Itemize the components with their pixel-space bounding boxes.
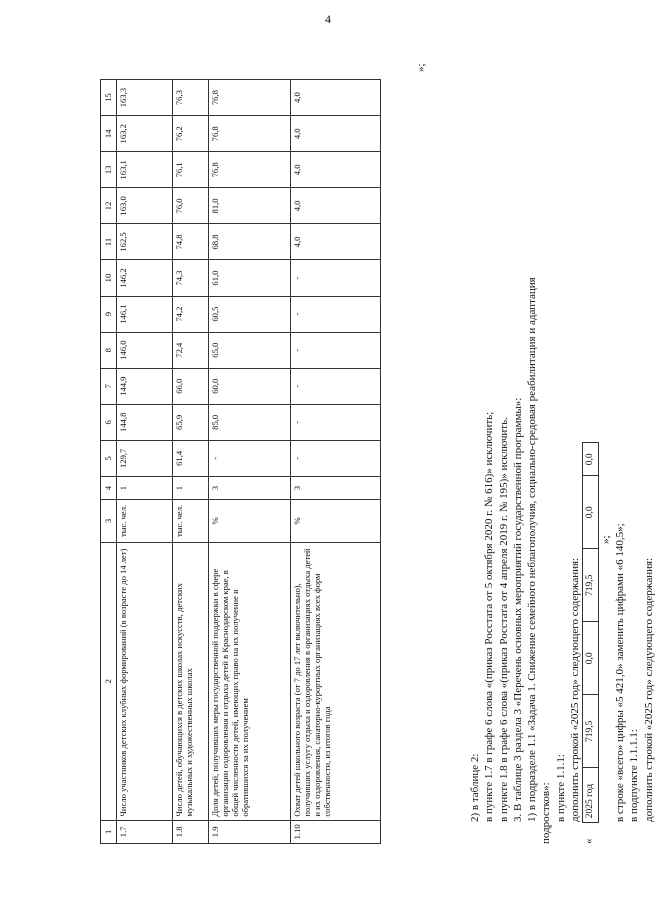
value-cell: 144,9 [117,368,173,404]
text-line: в пункте 1.7 в графе 6 слова «(приказ Росстата от 5 октября 2020 г. № 616)» исключить; [483,411,496,822]
ins-cell: 719,5 [583,695,598,768]
value-cell: 74,2 [173,296,209,332]
value-cell: 129,7 [117,440,173,476]
open-quote: « [583,838,596,844]
value-cell: - [291,368,381,404]
value-cell: 4,0 [291,152,381,188]
table-header-row [101,80,117,844]
ins-cell: 0,0 [583,622,598,695]
ins-cell: 2025 год [583,768,598,823]
row-number: 1.9 [209,820,291,843]
value-cell: 76,8 [209,152,291,188]
value-cell: 4,0 [291,188,381,224]
value-cell: 3 [291,476,381,499]
value-cell: 76,3 [173,80,209,116]
ins-cell: 0,0 [583,443,598,476]
text-line: в строке «всего» цифры «5 421,0» заменить цифрами «6 140,5»; [613,523,626,822]
value-cell: 72,4 [173,332,209,368]
text-line: 3. В таблице 3 раздела 3 «Перечень основных мероприятий государственной программы»: [511,397,524,822]
ins-cell: 0,0 [583,476,598,549]
value-cell: 81,0 [209,188,291,224]
header-cell: 12 [101,188,117,224]
value-cell: 1 [117,476,173,499]
text-line: 2) в таблице 2: [469,753,481,822]
value-cell: - [291,260,381,296]
value-cell: 68,8 [209,224,291,260]
value-cell: 66,0 [173,368,209,404]
value-cell: 146,0 [117,332,173,368]
value-cell: - [291,440,381,476]
header-cell: 15 [101,80,117,116]
header-cell: 9 [101,296,117,332]
table-row [583,443,598,823]
page-number: 4 [325,12,331,26]
value-cell: 4,0 [291,80,381,116]
amendment-text [468,44,656,844]
header-cell: 1 [101,820,117,843]
indicator-name: Число участников детских клубных формирований (в возрасте до 14 лет) [117,542,173,820]
value-cell: 65,0 [209,332,291,368]
value-cell: - [209,440,291,476]
text-line: в пункте 1.8 в графе 6 слова «(приказ Росстата от 4 апреля 2019 г. № 195)» исключить. [497,417,510,822]
text-line: 1) в подразделе 1.1 «Задача 1. Снижение семейного неблагополучия, социально-средовая реабилитация и адаптация [526,277,539,822]
rotated-content [100,32,655,872]
value-cell: 163,1 [117,152,173,188]
header-cell: 2 [101,542,117,820]
header-cell: 5 [101,440,117,476]
row-number: 1.10 [291,820,381,843]
text-line: дополнить строкой «2025 год» следующего содержания: [569,557,582,822]
row-number: 1.7 [117,820,173,843]
header-cell: 13 [101,152,117,188]
text-line: дополнить строкой «2025 год» следующего содержания: [642,557,655,822]
indicator-name: Число детей, обучающихся в детских школах искусств, детских музыкальных и художественных школах [173,542,209,820]
value-cell: 1 [173,476,209,499]
indicator-name: Охват детей школьного возраста (от 7 до 17 лет включительно), получивших услугу отдыха и оздоровления в организациях отдыха детей и их оздоровления, санаторно-курортных организациях всех форм собственности, из итогов года [291,542,381,820]
header-cell: 8 [101,332,117,368]
value-cell: 65,9 [173,404,209,440]
header-cell: 6 [101,404,117,440]
value-cell: 76,2 [173,116,209,152]
value-cell: - [291,332,381,368]
value-cell: 146,2 [117,260,173,296]
inserted-row-table [582,442,598,823]
ins-cell: 719,5 [583,549,598,622]
header-cell: 10 [101,260,117,296]
value-cell: 76,0 [173,188,209,224]
value-cell: 163,0 [117,188,173,224]
table-closing-quote: »; [415,63,427,72]
text-line: подростков»: [540,782,553,844]
close-quote: »; [599,535,612,544]
unit-cell: % [291,500,381,542]
value-cell: 60,0 [209,368,291,404]
text-line: в подпункте 1.1.1.1: [628,729,641,822]
value-cell: 74,3 [173,260,209,296]
unit-cell: тыс. чел. [117,500,173,542]
unit-cell: % [209,500,291,542]
value-cell: 163,3 [117,80,173,116]
value-cell: 60,5 [209,296,291,332]
unit-cell: тыс. чел. [173,500,209,542]
header-cell: 3 [101,500,117,542]
table-row [117,80,173,844]
text-line: в пункте 1.1.1: [554,754,567,822]
inserted-row-block [582,44,598,844]
value-cell: 3 [209,476,291,499]
value-cell: 76,1 [173,152,209,188]
value-cell: 144,8 [117,404,173,440]
table-row [209,80,291,844]
indicator-name: Доля детей, получивших меры государственной поддержки в сфере организации оздоровления и отдыха детей в Краснодарском крае, в общей численности детей, имеющих право на их получение и обратившихся за их получением [209,542,291,820]
indicators-table [100,79,381,844]
value-cell: 61,0 [209,260,291,296]
value-cell: - [291,404,381,440]
value-cell: 74,8 [173,224,209,260]
header-cell: 7 [101,368,117,404]
value-cell: 85,0 [209,404,291,440]
value-cell: 4,0 [291,116,381,152]
value-cell: 162,5 [117,224,173,260]
row-number: 1.8 [173,820,209,843]
value-cell: 146,1 [117,296,173,332]
header-cell: 14 [101,116,117,152]
header-cell: 11 [101,224,117,260]
value-cell: 76,8 [209,80,291,116]
value-cell: 61,4 [173,440,209,476]
table-row [291,80,381,844]
value-cell: 4,0 [291,224,381,260]
table-row [173,80,209,844]
value-cell: 76,8 [209,116,291,152]
value-cell: 163,2 [117,116,173,152]
header-cell: 4 [101,476,117,499]
value-cell: - [291,296,381,332]
